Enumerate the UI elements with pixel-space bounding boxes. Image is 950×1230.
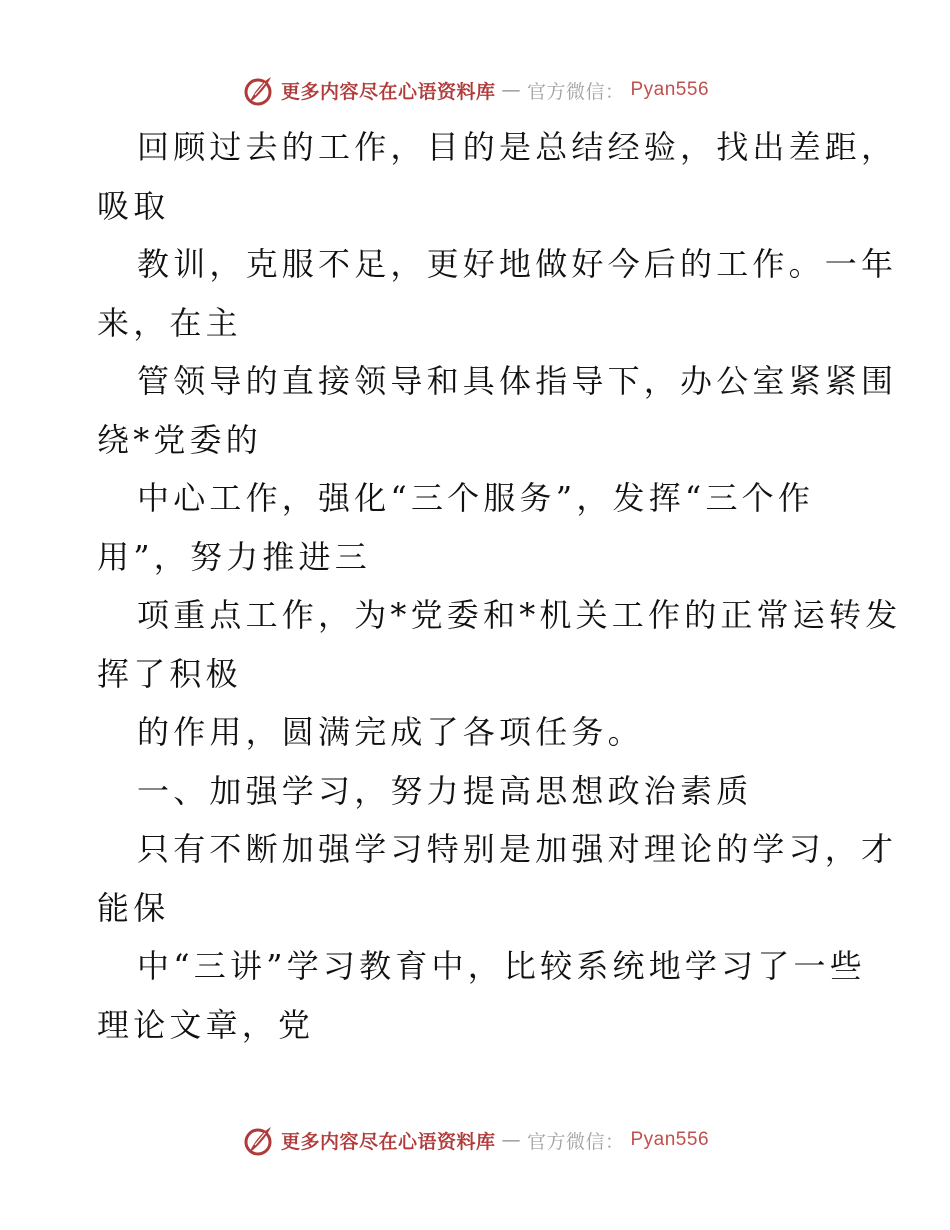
- header-banner: [0, 70, 950, 110]
- body-line: 绕*党委的: [97, 420, 263, 459]
- banner-wechat-id: Pyan556: [630, 79, 710, 100]
- body-line: 回顾过去的工作，目的是总结经验，找出差距，: [137, 128, 898, 166]
- body-line: 吸取: [97, 186, 170, 225]
- body-line: 中“三讲”学习教育中，比较系统地学习了一些: [137, 947, 866, 985]
- banner-separator: —: [501, 1129, 521, 1151]
- footer-banner: [0, 1120, 950, 1160]
- body-line: 项重点工作，为*党委和*机关工作的正常运转发: [137, 596, 902, 634]
- banner-title: 更多内容尽在心语资料库: [280, 1130, 496, 1153]
- banner-wechat-label: 官方微信：: [526, 80, 625, 103]
- body-line: 的作用，圆满完成了各项任务。: [137, 713, 644, 751]
- body-line: 来，在主: [97, 303, 242, 342]
- body-line: 能保: [97, 888, 170, 927]
- banner-title: 更多内容尽在心语资料库: [280, 80, 496, 103]
- document-body: [97, 118, 902, 1054]
- body-line: 理论文章，党: [97, 1005, 315, 1044]
- body-line: 教训，克服不足，更好地做好今后的工作。一年: [137, 245, 898, 283]
- body-line: 中心工作，强化“三个服务”，发挥“三个作: [137, 479, 815, 517]
- feather-quill-logo-icon: [241, 73, 275, 107]
- body-line: 管领导的直接领导和具体指导下，办公室紧紧围: [137, 362, 898, 400]
- body-line: 挥了积极: [97, 654, 242, 693]
- banner-separator: —: [501, 79, 521, 101]
- body-line: 只有不断加强学习特别是加强对理论的学习，才: [137, 830, 898, 868]
- section-heading: 一、加强学习，努力提高思想政治素质: [137, 771, 753, 810]
- banner-wechat-label: 官方微信：: [526, 1130, 625, 1153]
- feather-quill-logo-icon: [241, 1123, 275, 1157]
- body-line: 用”，努力推进三: [97, 537, 371, 576]
- banner-wechat-id: Pyan556: [630, 1129, 710, 1150]
